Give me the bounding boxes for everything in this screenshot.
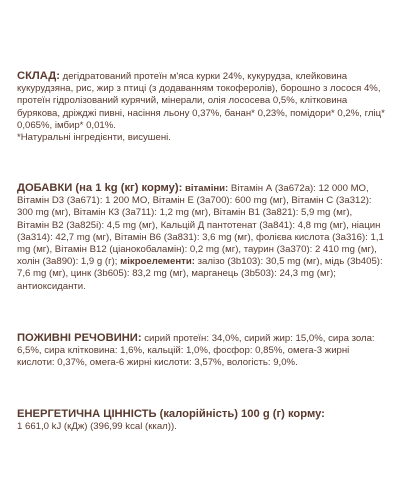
nutrients-text: сирий протеїн: 34,0%, сирий жир: 15,0%, сира зола: 6,5%, сира клітковина: 1,6%, кальцій: 1,0%, фосфор: 0,85%, омега-3 жирні кислоти: 0,37%, омега-6 жирні кислоти: 3,57%, вологість: 9,0%. [17,333,375,369]
minerals-label: мікроелементи: [117,256,195,268]
ingredients-text: дегідратований протеїн м'яса курки 24%, кукурудза, клейковина кукурудзяна, рис, жир з птиці (з додаванням токоферолів), борошно з лосося 4%, протеїн гідролізований курячий, мінерали, олія лососева 0,5%, клітковина бурякова, дріжджі пивні, насіння льону 0,37%, банан* 0,23%, помідори* 0,2%, гліц* 0,065%, імбир* 0,01%. [17,71,385,131]
vitamins-text: Вітамін А (3а672а): 12 000 МО, Вітамін D3 (3а671): 1 200 МО, Вітамін Е (3а700): 600 mg (мг), Вітамін С (3а312): 300 mg (мг), Вітамін К3 (3а711): 1,2 mg (мг), Вітамін В1 (3а821): 5,9 mg (мг), Вітамін В2 (3а825і): 4,5 mg (мг), Кальцій Д пантотенат (3а841): 4,8 mg (мг), ніацин (3а314): 42,7 mg (мг), Вітамін В6 (3а831): 3,6 mg (мг), фолієва кислота (3а316): 1,1 mg (мг), Вітамін В12 (ціанокобаламін): 0,2 mg (мг), таурин (3а370): 2 410 mg (мг), холін (3а890): 1,9 g (г); [17,183,384,268]
energy-section [17,408,385,433]
ingredients-note: *Натуральні інгредієнти, висушені. [17,132,171,144]
nutrients-heading: ПОЖИВНІ РЕЧОВИНИ: [17,332,142,344]
additives-heading: ДОБАВКИ (на 1 kg (кг) корму): [17,182,183,194]
ingredients-heading: СКЛАД: [17,70,60,82]
minerals-text: залізо (3b103): 30,5 mg (мг), мідь (3b405): 7,6 mg (мг), цинк (3b605): 83,2 mg (мг), марганець (3b503): 24,3 mg (мг); антиоксиданти. [17,256,383,292]
ingredients-section [17,70,385,144]
nutrients-section [17,332,385,370]
vitamins-label: вітаміни: [182,183,229,194]
additives-section [17,182,385,293]
energy-heading: ЕНЕРГЕТИЧНА ЦІННІСТЬ (калорійність) 100 g (г) корму: [17,408,325,420]
energy-text: 1 661,0 kJ (кДж) (396,99 kcal (ккал)). [17,421,177,433]
